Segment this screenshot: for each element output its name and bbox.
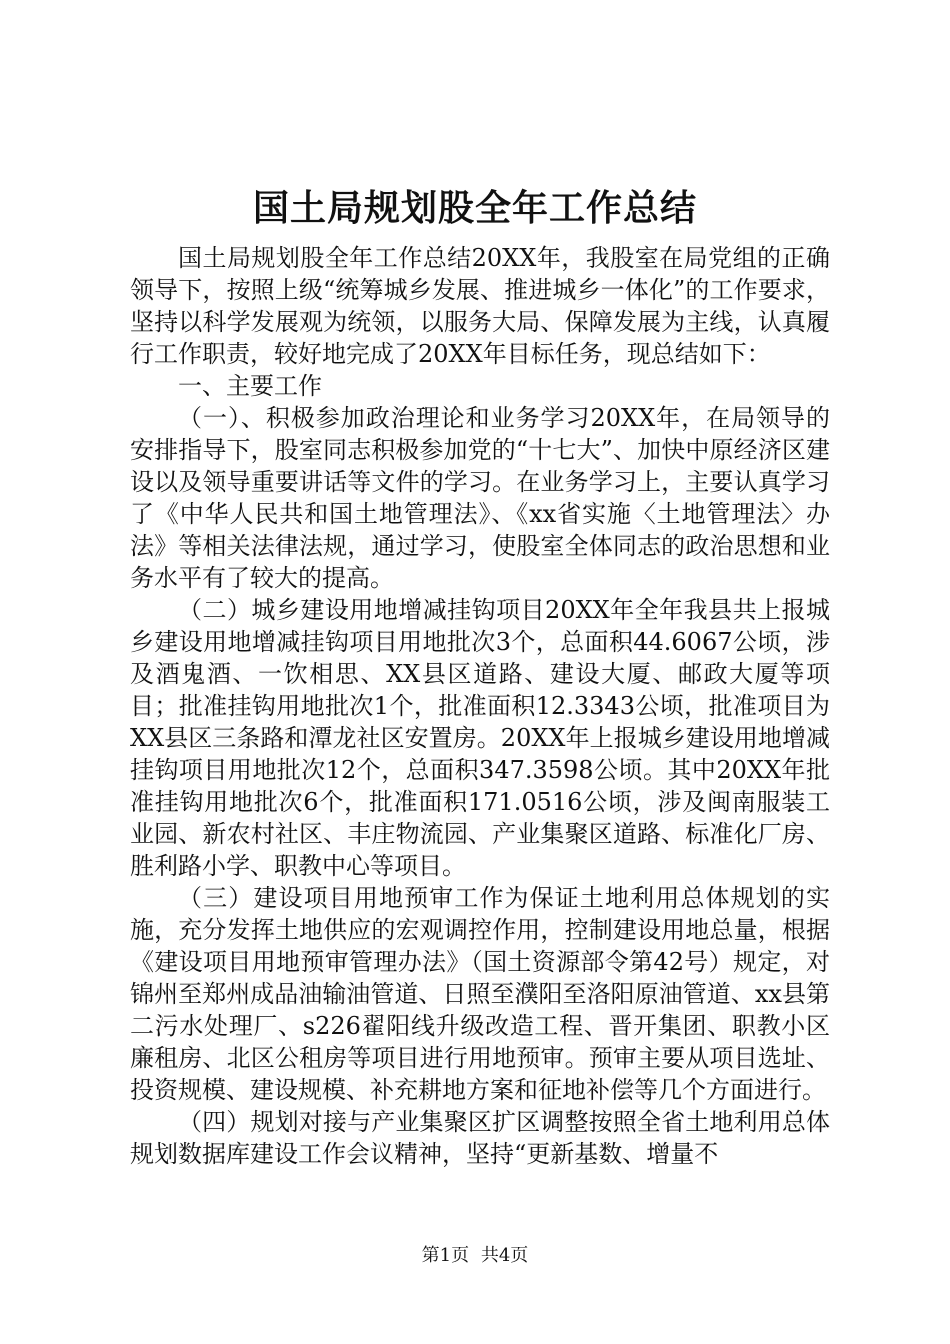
- section-2-paragraph: （二）城乡建设用地增减挂钩项目20XX年全年我县共上报城乡建设用地增减挂钩项目用地批次3个，总面积44.6067公顷，涉及酒鬼酒、一饮相思、XX县区道路、建设大厦、邮政大厦等项目；批准挂钩用地批次1个，批准面积12.3343公顷，批准项目为XX县区三条路和潭龙社区安置房。20XX年上报城乡建设用地增减挂钩项目用地批次12个，总面积347.3598公顷。其中20XX年批准挂钩用地批次6个，批准面积171.0516公顷，涉及闽南服装工业园、新农村社区、丰庄物流园、产业集聚区道路、标准化厂房、胜利路小学、职教中心等项目。: [130, 596, 830, 880]
- page-footer: [0, 1244, 950, 1268]
- section-3-paragraph: （三）建设项目用地预审工作为保证土地利用总体规划的实施，充分发挥土地供应的宏观调控作用，控制建设用地总量，根据《建设项目用地预审管理办法》（国土资源部令第42号）规定，对锦州至郑州成品油输油管道、日照至濮阳至洛阳原油管道、xx县第二污水处理厂、s226翟阳线升级改造工程、晋开集团、职教小区廉租房、北区公租房等项目进行用地预审。预审主要从项目选址、投资规模、建设规模、补充耕地方案和征地补偿等几个方面进行。: [130, 884, 830, 1104]
- section-4-paragraph: （四）规划对接与产业集聚区扩区调整按照全省土地利用总体规划数据库建设工作会议精神，坚持“更新基数、增量不: [130, 1108, 830, 1168]
- section-1-paragraph: （一）、积极参加政治理论和业务学习20XX年，在局领导的安排指导下，股室同志积极参加党的“十七大”、加快中原经济区建设以及领导重要讲话等文件的学习。在业务学习上，主要认真学习了《中华人民共和国土地管理法》、《xx省实施〈土地管理法〉办法》等相关法律法规，通过学习，使股室全体同志的政治思想和业务水平有了较大的提高。: [130, 404, 830, 592]
- document-body: [130, 242, 830, 1170]
- section-heading: 一、主要工作: [178, 372, 322, 400]
- page-number: 第1页: [421, 1245, 470, 1266]
- intro-paragraph: 国土局规划股全年工作总结20XX年，我股室在局党组的正确领导下，按照上级“统筹城乡发展、推进城乡一体化”的工作要求，坚持以科学发展观为统领，以服务大局、保障发展为主线，认真履行工作职责，较好地完成了20XX年目标任务，现总结如下：: [130, 244, 830, 368]
- document-title: 国土局规划股全年工作总结: [252, 187, 697, 229]
- page-total: 共4页: [480, 1245, 529, 1266]
